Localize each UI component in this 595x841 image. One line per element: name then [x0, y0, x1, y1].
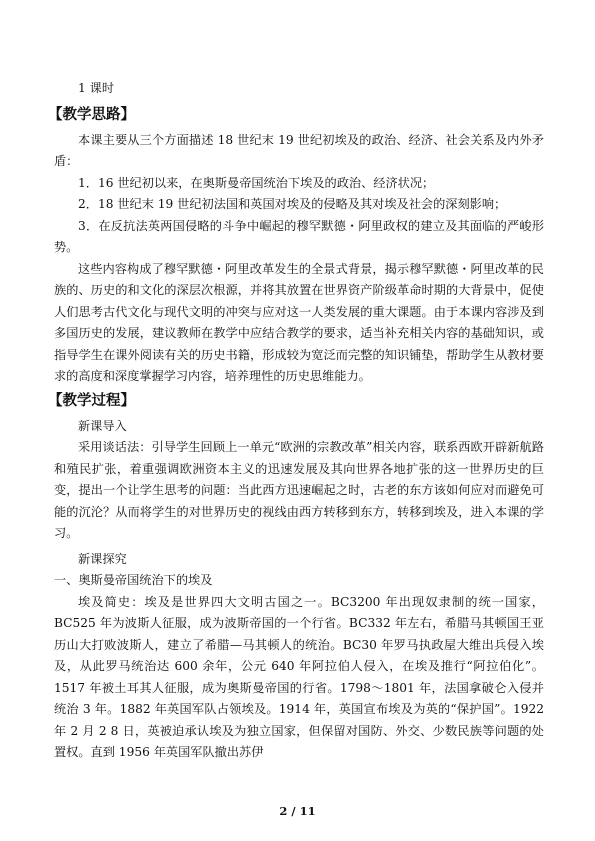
section1-item: 3．在反抗法英两国侵略的斗争中崛起的穆罕默德・阿里政权的建立及其面临的严峻形势。 — [54, 218, 544, 254]
intro-label: 新课导入 — [78, 418, 127, 433]
intro-text: 采用谈话法：引导学生回顾上一单元“欧洲的宗教改革”相关内容，联系西欧开辟新航路和殖民扩张，着重强调欧洲资本主义的迅速发展及其向世界各地扩张的这一世界历史的巨变，提出一个让学生思考的问题：当此西方迅速崛起之时，古老的东方该如何应对而避免可能的沉沦？从而将学生的对世界历史的视线由西方转移到东方，转移到埃及，进入本课的学习。 — [54, 440, 544, 540]
explore-label: 新课探究 — [78, 551, 127, 566]
section1-item: 1．16 世纪初以来，在奥斯曼帝国统治下埃及的政治、经济状况； — [78, 175, 435, 190]
page-number: 2 / 11 — [279, 804, 316, 818]
section-title-teaching-process: 【教学过程】 — [48, 392, 135, 409]
lesson-hours: 1 课时 — [78, 81, 115, 95]
part1-text: 埃及简史：埃及是世界四大文明古国之一。BC3200 年出现奴隶制的统一国家，BC525 年为波斯人征服，成为波斯帝国的一个行省。BC332 年左右，希腊马其顿国王亚历山大打败波斯人，建立了希腊—马其顿人的统治。BC30 年罗马执政屋大维出兵侵入埃及，从此罗马统治达 600 余年，公元 640 年阿拉伯人侵入，在埃及推行“阿拉伯化”。1517 年被土耳其人征服，成为奥斯曼帝国的行省。1798～1801 年，法国拿破仑入侵并统治 3 年。1882 年英国军队占领埃及。1914 年，英国宣布埃及为英的“保护国”。1922 年 2 月 2 8 日，英被迫承认埃及为独立国家，但保留对国防、外交、少数民族等问题的处置权。直到 1956 年英国军队撤出苏伊 — [54, 594, 544, 759]
part1-title: 一、奥斯曼帝国统治下的埃及 — [54, 573, 213, 587]
section1-summary: 这些内容构成了穆罕默德・阿里改革发生的全景式背景，揭示穆罕默德・阿里改革的民族的、历史的和文化的深层次根源，并将其放置在世界资产阶级革命时期的大背景中，促使人们思考古代文化与现代文明的冲突与应对这一人类发展的重大课题。由于本课内容涉及到多国历史的发展，建议教师在教学中应结合教学的要求，适当补充相关内容的基础知识，或指导学生在课外阅读有关的历史书籍，形成较为宽泛而完整的知识铺垫，帮助学生从教材要求的高度和深度掌握学习内容，培养理性的历史思维能力。 — [54, 261, 544, 383]
section-title-teaching-approach: 【教学思路】 — [48, 106, 135, 123]
section1-intro: 本课主要从三个方面描述 18 世纪末 19 世纪初埃及的政治、经济、社会关系及内外矛盾： — [54, 132, 544, 168]
section1-item: 2．18 世纪末 19 世纪初法国和英国对埃及的侵略及其对埃及社会的深刻影响； — [78, 197, 507, 211]
page-content — [48, 78, 544, 764]
